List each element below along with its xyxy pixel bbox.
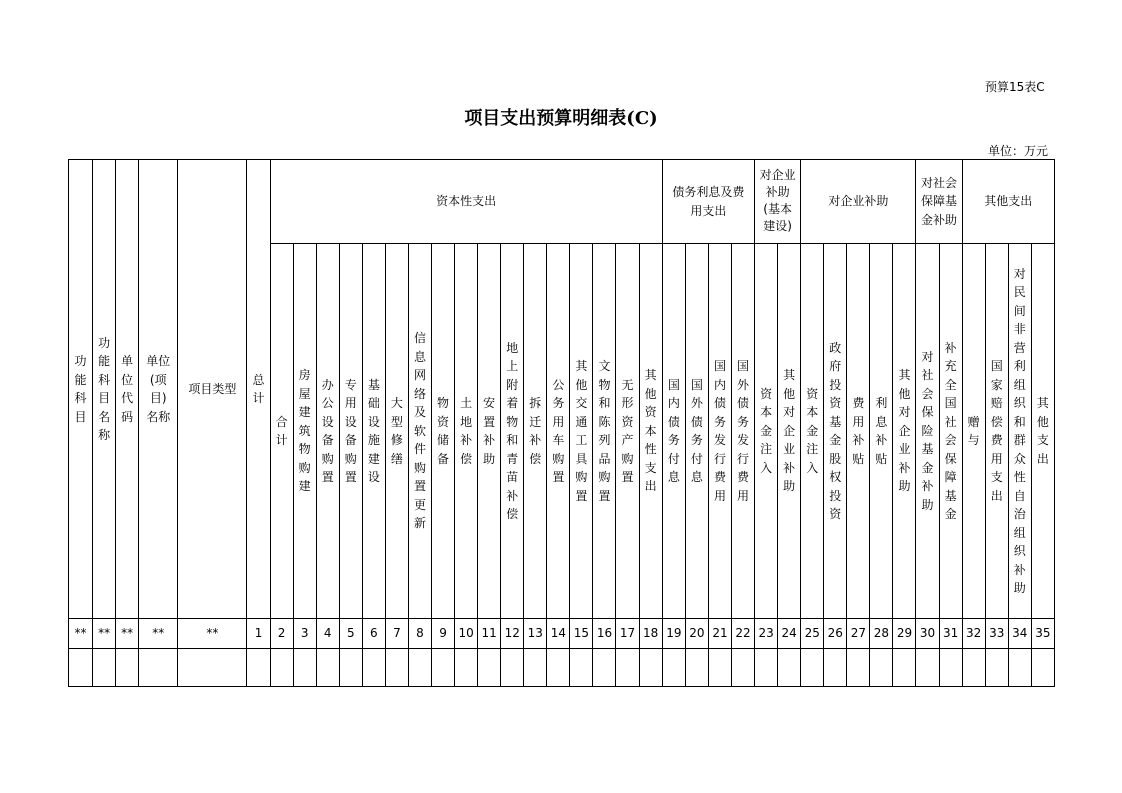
leaf-header: 其他对企业补助 (893, 244, 916, 619)
data-cell[interactable] (570, 649, 593, 687)
form-code: 预算15表C (985, 80, 1045, 94)
index-cell: ** (93, 619, 116, 649)
index-cell: 31 (939, 619, 962, 649)
leaf-header: 国外债务发行费用 (731, 244, 754, 619)
leaf-header: 专用设备购置 (339, 244, 362, 619)
data-cell[interactable] (847, 649, 870, 687)
leaf-header: 赠与 (962, 244, 985, 619)
data-cell[interactable] (478, 649, 501, 687)
index-cell: 6 (362, 619, 385, 649)
leaf-header: 其他资本性支出 (639, 244, 662, 619)
index-cell: 25 (801, 619, 824, 649)
index-cell: 29 (893, 619, 916, 649)
data-cell[interactable] (662, 649, 685, 687)
group-social-security-fund: 对社会保障基金补助 (916, 160, 962, 244)
leaf-header: 国内债务发行费用 (708, 244, 731, 619)
data-cell[interactable] (962, 649, 985, 687)
index-cell: 2 (270, 619, 293, 649)
index-cell: 15 (570, 619, 593, 649)
index-cell: 20 (685, 619, 708, 649)
data-cell[interactable] (824, 649, 847, 687)
index-cell: 35 (1031, 619, 1054, 649)
leaf-header: 公务用车购置 (547, 244, 570, 619)
header-unit-code: 单位代码 (116, 160, 139, 619)
data-cell[interactable] (408, 649, 431, 687)
data-cell[interactable] (708, 649, 731, 687)
index-cell: ** (69, 619, 93, 649)
data-cell[interactable] (247, 649, 270, 687)
data-cell[interactable] (139, 649, 178, 687)
index-cell: 16 (593, 619, 616, 649)
data-cell[interactable] (916, 649, 939, 687)
data-cell[interactable] (69, 649, 93, 687)
data-cell[interactable] (801, 649, 824, 687)
leaf-header: 资本金注入 (801, 244, 824, 619)
data-cell[interactable] (362, 649, 385, 687)
index-cell: 22 (731, 619, 754, 649)
index-cell: 13 (524, 619, 547, 649)
data-cell[interactable] (178, 649, 247, 687)
index-cell: 1 (247, 619, 270, 649)
data-cell[interactable] (270, 649, 293, 687)
page-title: 项目支出预算明细表(C) (464, 108, 658, 129)
leaf-header: 国家赔偿费用支出 (985, 244, 1008, 619)
data-cell[interactable] (455, 649, 478, 687)
leaf-header: 合计 (270, 244, 293, 619)
index-cell: 28 (870, 619, 893, 649)
unit-label: 单位：万元 (988, 144, 1049, 158)
data-cell[interactable] (316, 649, 339, 687)
data-cell[interactable] (870, 649, 893, 687)
index-cell: 14 (547, 619, 570, 649)
data-cell[interactable] (616, 649, 639, 687)
index-cell: 7 (385, 619, 408, 649)
data-cell[interactable] (547, 649, 570, 687)
group-debt-interest: 债务利息及费用支出 (662, 160, 754, 244)
leaf-header: 资本金注入 (755, 244, 778, 619)
header-total: 总计 (247, 160, 270, 619)
header-project-type: 项目类型 (178, 160, 247, 619)
data-cell[interactable] (639, 649, 662, 687)
data-cell[interactable] (93, 649, 116, 687)
data-cell[interactable] (731, 649, 754, 687)
header-function-code: 功能科目 (69, 160, 93, 619)
index-cell: 12 (501, 619, 524, 649)
index-cell: 5 (339, 619, 362, 649)
index-cell: 3 (293, 619, 316, 649)
index-cell: 8 (408, 619, 431, 649)
leaf-header: 其他交通工具购置 (570, 244, 593, 619)
data-cell[interactable] (1008, 649, 1031, 687)
index-cell: 19 (662, 619, 685, 649)
group-capital-expenditure: 资本性支出 (270, 160, 662, 244)
data-cell[interactable] (116, 649, 139, 687)
group-other-expenditure: 其他支出 (962, 160, 1054, 244)
leaf-header: 信息网络及软件购置更新 (408, 244, 431, 619)
leaf-header: 对社会保险基金补助 (916, 244, 939, 619)
leaf-header: 费用补贴 (847, 244, 870, 619)
leaf-header: 政府投资基金股权投资 (824, 244, 847, 619)
group-enterprise-subsidy-construction: 对企业补助(基本建设) (755, 160, 801, 244)
index-cell: 27 (847, 619, 870, 649)
leaf-header: 国内债务付息 (662, 244, 685, 619)
index-cell: 17 (616, 619, 639, 649)
data-cell[interactable] (985, 649, 1008, 687)
leaf-header: 房屋建筑物购建 (293, 244, 316, 619)
budget-table (68, 159, 1055, 687)
data-cell[interactable] (778, 649, 801, 687)
index-cell: ** (139, 619, 178, 649)
index-cell: 11 (478, 619, 501, 649)
leaf-header: 国外债务付息 (685, 244, 708, 619)
index-cell: 26 (824, 619, 847, 649)
data-cell[interactable] (501, 649, 524, 687)
header-unit-name: 单位(项目)名称 (139, 160, 178, 619)
leaf-header: 利息补贴 (870, 244, 893, 619)
header-function-name: 功能科目名称 (93, 160, 116, 619)
index-cell: ** (116, 619, 139, 649)
data-cell[interactable] (939, 649, 962, 687)
leaf-header: 安置补助 (478, 244, 501, 619)
data-cell[interactable] (893, 649, 916, 687)
leaf-header: 土地补偿 (455, 244, 478, 619)
index-cell: 32 (962, 619, 985, 649)
data-cell[interactable] (431, 649, 454, 687)
leaf-header: 对民间非营利组织和群众性自治组织补助 (1008, 244, 1031, 619)
data-cell[interactable] (1031, 649, 1054, 687)
data-cell[interactable] (385, 649, 408, 687)
leaf-header: 大型修缮 (385, 244, 408, 619)
index-cell: 34 (1008, 619, 1031, 649)
index-cell: 21 (708, 619, 731, 649)
leaf-header: 物资储备 (431, 244, 454, 619)
index-cell: 9 (431, 619, 454, 649)
index-cell: 33 (985, 619, 1008, 649)
data-cell[interactable] (685, 649, 708, 687)
index-cell: 30 (916, 619, 939, 649)
index-cell: 23 (755, 619, 778, 649)
leaf-header: 其他对企业补助 (778, 244, 801, 619)
index-cell: 24 (778, 619, 801, 649)
index-cell: 4 (316, 619, 339, 649)
leaf-header: 办公设备购置 (316, 244, 339, 619)
empty-data-row (69, 649, 1055, 687)
leaf-header: 文物和陈列品购置 (593, 244, 616, 619)
data-cell[interactable] (755, 649, 778, 687)
data-cell[interactable] (524, 649, 547, 687)
data-cell[interactable] (593, 649, 616, 687)
index-cell: 18 (639, 619, 662, 649)
leaf-header: 无形资产购置 (616, 244, 639, 619)
leaf-header: 拆迁补偿 (524, 244, 547, 619)
leaf-header: 基础设施建设 (362, 244, 385, 619)
index-cell: 10 (455, 619, 478, 649)
leaf-header: 补充全国社会保障基金 (939, 244, 962, 619)
index-row (69, 619, 1055, 649)
group-header-row (69, 160, 1055, 244)
leaf-header: 其他支出 (1031, 244, 1054, 619)
index-cell: ** (178, 619, 247, 649)
data-cell[interactable] (293, 649, 316, 687)
leaf-header: 地上附着物和青苗补偿 (501, 244, 524, 619)
group-enterprise-subsidy: 对企业补助 (801, 160, 916, 244)
data-cell[interactable] (339, 649, 362, 687)
